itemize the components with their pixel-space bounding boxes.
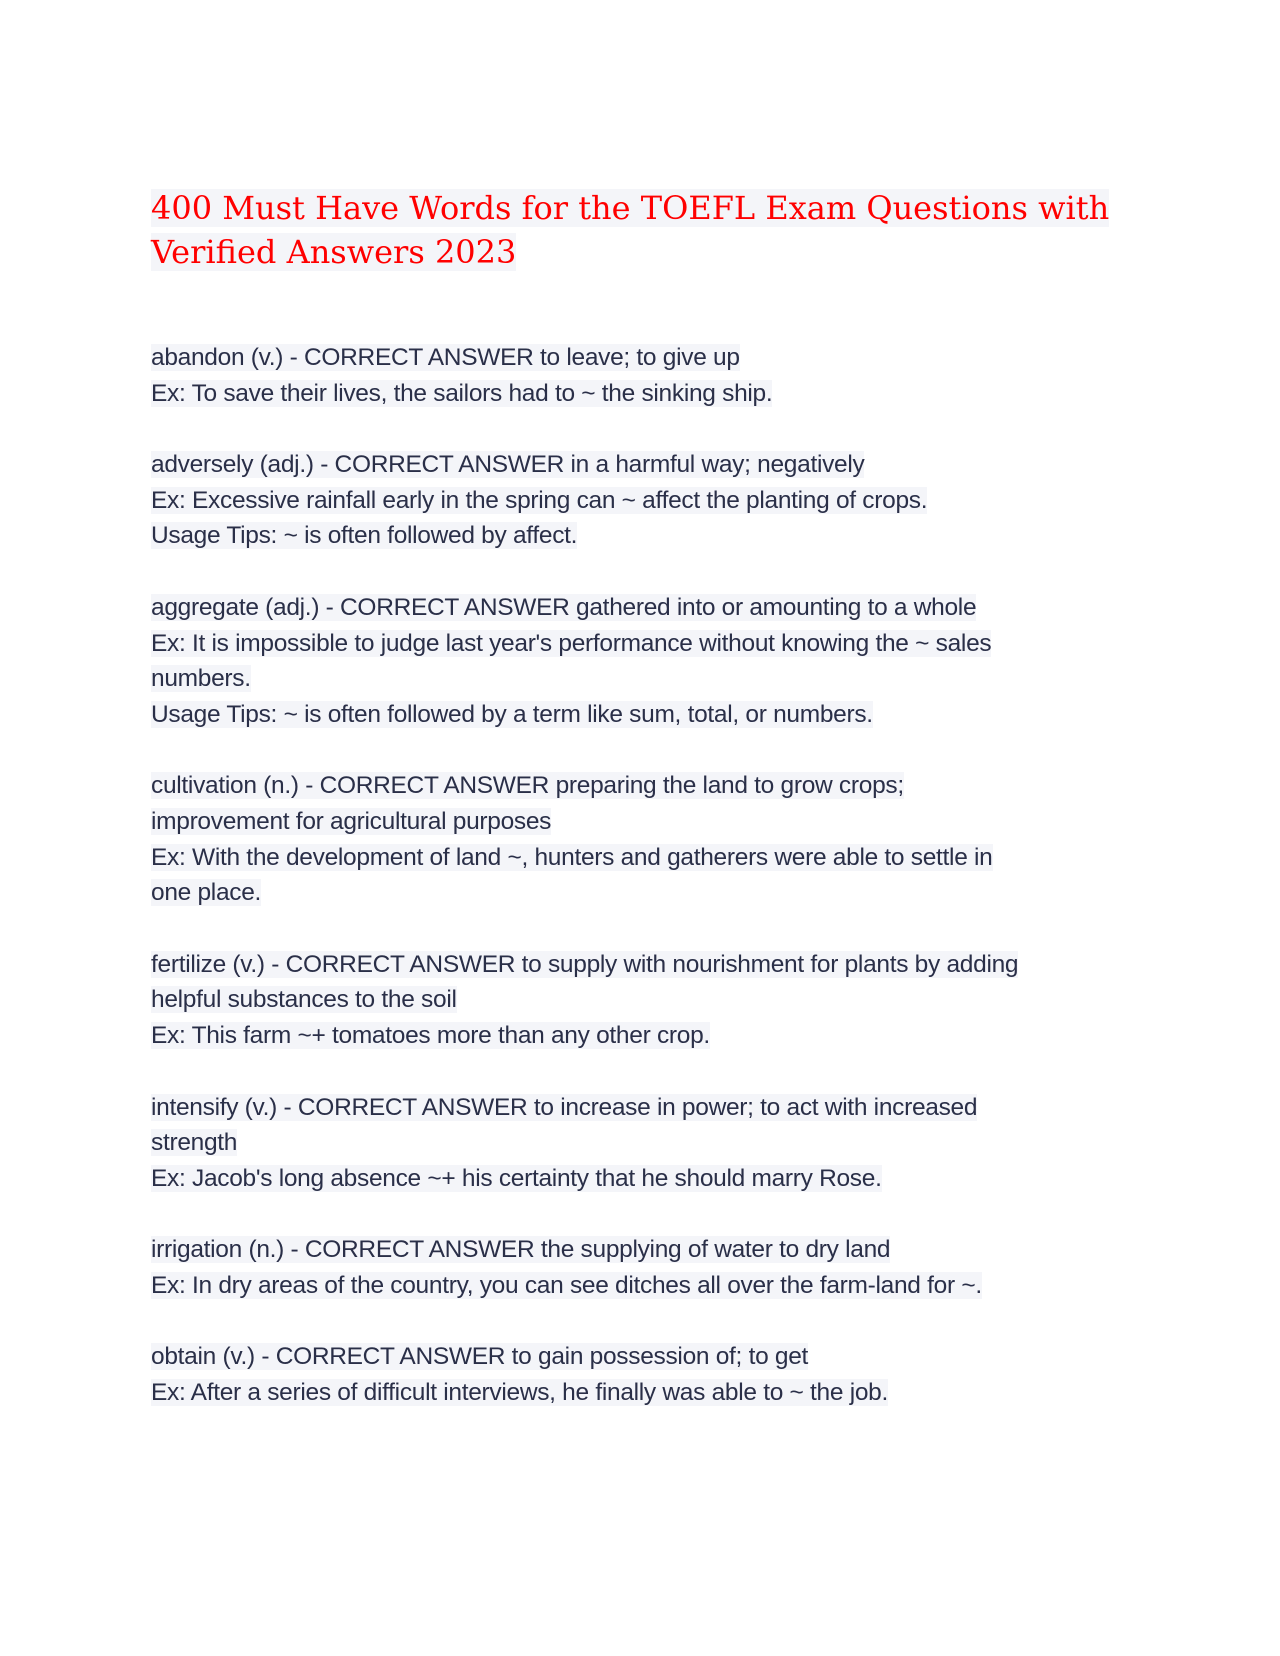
entry-cultivation bbox=[151, 768, 1131, 910]
term-definition: intensify (v.) - CORRECT ANSWER to increase in power; to act with increased bbox=[151, 1093, 978, 1121]
term-definition: obtain (v.) - CORRECT ANSWER to gain possession of; to get bbox=[151, 1343, 809, 1371]
entry-fertilize bbox=[151, 947, 1131, 1054]
entry-intensify bbox=[151, 1090, 1131, 1197]
example-sentence: Ex: Jacob's long absence ~+ his certainty that he should marry Rose. bbox=[151, 1164, 882, 1192]
example-sentence: Ex: To save their lives, the sailors had to ~ the sinking ship. bbox=[151, 379, 773, 407]
title-line-2: Verified Answers 2023 bbox=[151, 233, 517, 271]
example-sentence-cont: one place. bbox=[151, 879, 262, 907]
entry-adversely bbox=[151, 447, 1131, 554]
term-definition-cont: helpful substances to the soil bbox=[151, 986, 457, 1014]
document-page bbox=[151, 186, 1131, 1447]
term-definition-cont: improvement for agricultural purposes bbox=[151, 807, 552, 835]
term-definition: cultivation (n.) - CORRECT ANSWER preparing the land to grow crops; bbox=[151, 772, 904, 800]
title-line-1: 400 Must Have Words for the TOEFL Exam Questions with bbox=[151, 189, 1110, 227]
term-definition-cont: strength bbox=[151, 1129, 238, 1157]
vocabulary-list bbox=[151, 340, 1131, 1411]
usage-tip: Usage Tips: ~ is often followed by a term like sum, total, or numbers. bbox=[151, 700, 873, 728]
example-sentence: Ex: With the development of land ~, hunters and gatherers were able to settle in bbox=[151, 843, 993, 871]
usage-tip: Usage Tips: ~ is often followed by affect. bbox=[151, 522, 578, 550]
document-title bbox=[151, 186, 1131, 274]
term-definition: adversely (adj.) - CORRECT ANSWER in a harmful way; negatively bbox=[151, 451, 865, 479]
term-definition: irrigation (n.) - CORRECT ANSWER the supplying of water to dry land bbox=[151, 1236, 891, 1264]
entry-aggregate bbox=[151, 590, 1131, 732]
entry-abandon bbox=[151, 340, 1131, 411]
example-sentence-cont: numbers. bbox=[151, 665, 251, 693]
example-sentence: Ex: After a series of difficult interviews, he finally was able to ~ the job. bbox=[151, 1379, 889, 1407]
example-sentence: Ex: This farm ~+ tomatoes more than any other crop. bbox=[151, 1021, 710, 1049]
term-definition: fertilize (v.) - CORRECT ANSWER to supply with nourishment for plants by adding bbox=[151, 950, 1019, 978]
example-sentence: Ex: In dry areas of the country, you can see ditches all over the farm-land for ~. bbox=[151, 1271, 982, 1299]
example-sentence: Ex: It is impossible to judge last year's performance without knowing the ~ sales bbox=[151, 629, 992, 657]
term-definition: aggregate (adj.) - CORRECT ANSWER gathered into or amounting to a whole bbox=[151, 593, 977, 621]
entry-irrigation bbox=[151, 1232, 1131, 1303]
term-definition: abandon (v.) - CORRECT ANSWER to leave; to give up bbox=[151, 344, 740, 371]
entry-obtain bbox=[151, 1339, 1131, 1410]
example-sentence: Ex: Excessive rainfall early in the spring can ~ affect the planting of crops. bbox=[151, 486, 928, 514]
